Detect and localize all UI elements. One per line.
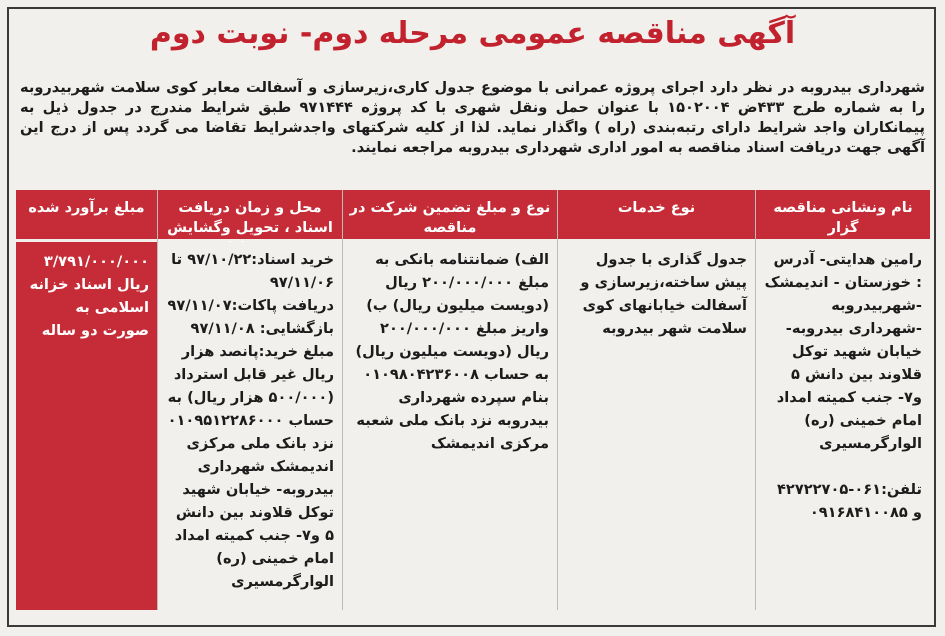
column-estimate — [16, 190, 157, 610]
cell-schedule: خرید اسناد:۹۷/۱۰/۲۲ تا ۹۷/۱۱/۰۶ دریافت پاکات:۹۷/۱۱/۰۷ بازگشایی: ۹۷/۱۱/۰۸ مبلغ خرید:پانصد هزار ریال غیر قابل استرداد (۵۰۰/۰۰۰ هزار ریال) به حساب ۰۱۰۹۵۱۲۲۸۶۰۰۰ نزد بانک ملی مرکزی اندیمشک شهرداری بیدروبه- خیابان شهید توکل قلاوند بین دانش ۵ و۷- جنب کمیته امداد امام خمینی (ره) الوارگرمسیری — [158, 242, 342, 610]
notice-title: آگهی مناقصه عمومی مرحله دوم- نوبت دوم — [149, 16, 796, 51]
header-service-type: نوع خدمات — [558, 190, 755, 242]
column-service-type — [557, 190, 755, 610]
column-organizer — [755, 190, 930, 610]
notice-intro: شهرداری بیدروبه در نظر دارد اجرای پروژه عمرانی با موضوع جدول کاری،زیرسازی و آسفالت معابر کوی سلامت شهربیدروبه را به شماره طرح ۴۳۳ض ۱۵۰۲۰۰۴ با عنوان حمل ونقل شهری با کد پروژه ۹۷۱۴۴۴ طبق شرایط مندرج در جدول ذیل به پیمانکاران واجد شرایط دارای رتبه‌بندی (راه ) واگذار نماید. لذا از کلیه شرکتهای واجدشرایط تقاضا می گردد پس از درج این آگهی جهت دریافت اسناد مناقصه به امور اداری شهرداری بیدروبه مراجعه نمایند. — [20, 79, 926, 156]
cell-guarantee: الف) ضمانتنامه بانکی به مبلغ ۲۰۰/۰۰۰/۰۰۰ ریال (دویست میلیون ریال) ب) واریز مبلغ ۲۰۰/۰۰۰/۰۰۰ ریال (دویست میلیون ریال) به حساب ۰۱۰۹۸۰۴۲۳۶۰۰۸ بنام سپرده شهرداری بیدروبه نزد بانک ملی شعبه مرکزی اندیمشک — [343, 242, 557, 610]
header-organizer: نام ونشانی مناقصه گزار — [756, 190, 930, 242]
cell-organizer: رامین هدایتی- آدرس : خوزستان - اندیمشک -شهربیدروبه -شهرداری بیدروبه- خیابان شهید توکل قلاوند بین دانش ۵ و۷- جنب کمیته امداد امام خمینی (ره) الوارگرمسیری تلفن:۰۶۱-۴۲۷۲۲۷۰۵ و ۰۹۱۶۸۴۱۰۰۸۵ — [756, 242, 930, 610]
cell-service-type: جدول گذاری با جدول پیش ساخته،زیرسازی و آسفالت خیابانهای کوی سلامت شهر بیدروبه — [558, 242, 755, 610]
column-schedule — [157, 190, 342, 610]
header-estimate: مبلغ برآورد شده — [16, 190, 157, 242]
header-guarantee: نوع و مبلغ تضمین شرکت در مناقصه — [343, 190, 557, 242]
header-schedule: محل و زمان دریافت اسناد ، تحویل وگشایش — [158, 190, 342, 242]
tender-table — [16, 190, 930, 610]
cell-estimate: ۳/۷۹۱/۰۰۰/۰۰۰ ریال اسناد خزانه اسلامی به صورت دو ساله — [16, 242, 157, 610]
column-guarantee — [342, 190, 557, 610]
